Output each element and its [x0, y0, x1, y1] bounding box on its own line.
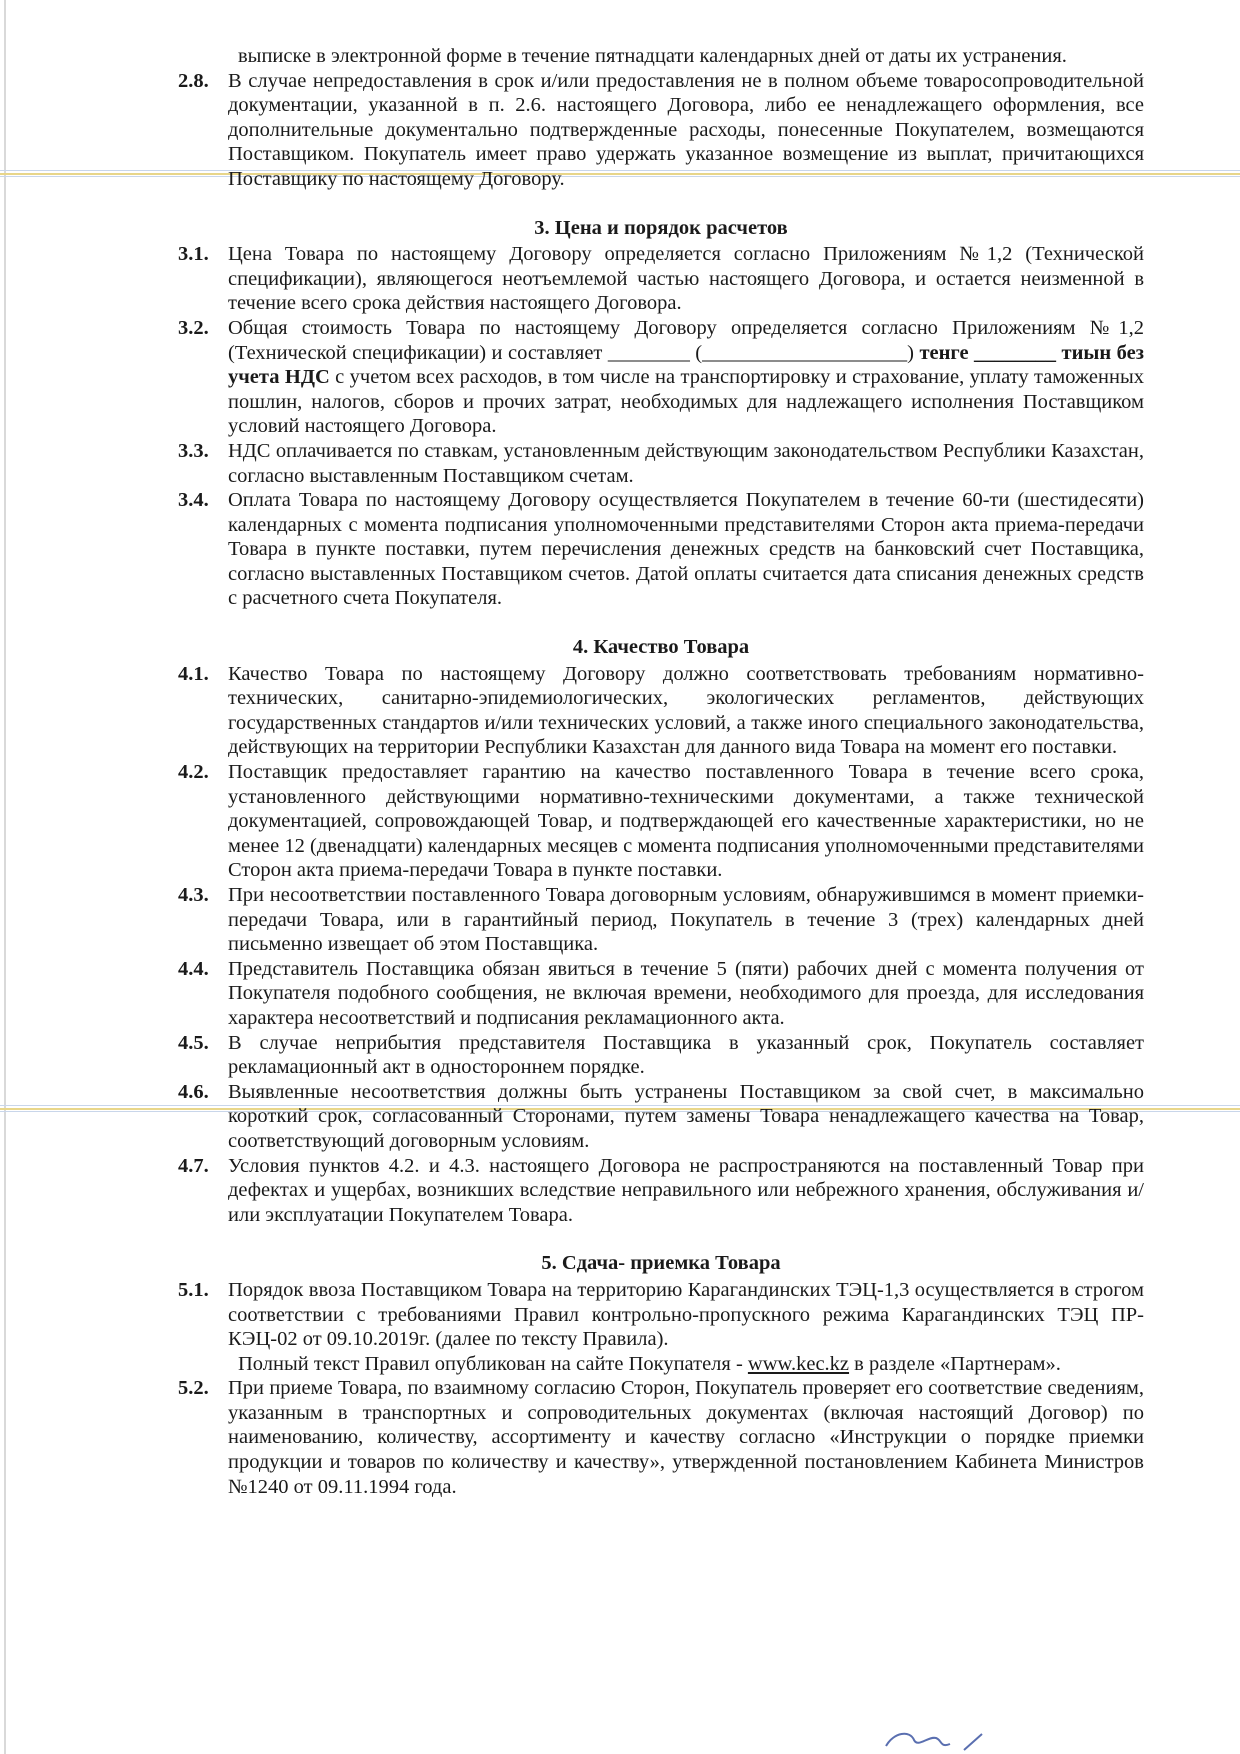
clause-number: 2.8.: [178, 69, 209, 92]
section-4-title: 4. Качество Товара: [572, 636, 750, 659]
clause-number: 4.5.: [178, 1031, 209, 1054]
clause-number: 4.2.: [178, 761, 209, 784]
clause-4-6: [178, 1080, 1144, 1154]
clause-text: При несоответствии поставленного Товара договорным условиям, обнаружившимся в момент приемки-передачи Товара, или в гарантийный период, Покупатель в течение 3 (трех) календарных дней письменно извещает об этом Поставщика.: [228, 884, 1144, 956]
clause-3-3: [178, 439, 1144, 488]
clause-text: При приеме Товара, по взаимному согласию Сторон, Покупатель проверяет его соответствие сведениям, указанным в транспортных и сопроводительных документах (включая настоящий Договор) по наименованию, количеству, ассортименту и качеству согласно «Инструкции о порядке приемки продукции и товаров по количеству и качеству», утвержденной постановлением Кабинета Министров №1240 от 09.11.1994 года.: [228, 1377, 1144, 1498]
page-edge: [4, 0, 6, 1754]
clause-4-2: [178, 760, 1144, 883]
clause-4-4: [178, 957, 1144, 1031]
clause-number: 4.4.: [178, 957, 209, 980]
clause-4-1: [178, 662, 1144, 760]
clause-text: в разделе «Партнерам».: [849, 1352, 1061, 1375]
clause-text: НДС оплачивается по ставкам, установленным действующим законодательством Республики Казахстан, согласно выставленным Поставщиком счетам.: [228, 439, 1144, 487]
clause-text: Порядок ввоза Поставщиком Товара на территорию Карагандинских ТЭЦ-1,3 осуществляется в строгом соответствии с требованиями Правил контрольно-пропускного режима Карагандинских ТЭЦ ПР-КЭЦ-02 от 09.10.2019г. (далее по тексту Правила).: [228, 1278, 1144, 1351]
intro-text: выписке в электронной форме в течение пятнадцати календарных дней от даты их устранения.: [238, 45, 1067, 67]
website-link[interactable]: www.kec.kz: [747, 1352, 850, 1375]
clause-text: Представитель Поставщика обязан явиться в течение 5 (пяти) рабочих дней с момента получения от Покупателя подобного сообщения, не включая времени, необходимого для проезда, для исследования характера несоответствий и подписания рекламационного акта.: [228, 957, 1144, 1029]
clause-5-1-extra: [178, 1352, 1144, 1377]
clause-number: 3.3.: [178, 439, 209, 462]
clause-number: 4.7.: [178, 1154, 209, 1177]
clause-3-2: [178, 316, 1144, 439]
clause-5-1: [178, 1278, 1144, 1352]
clause-3-4: [178, 488, 1144, 611]
clause-number: 3.1.: [178, 243, 209, 266]
clause-text: с учетом всех расходов, в том числе на транспортировку и страхование, уплату таможенных пошлин, налогов, сборов и прочих затрат, необходимых для надлежащего исполнения Поставщиком условий настоящего Договора.: [228, 366, 1144, 438]
clause-text: Поставщик предоставляет гарантию на качество поставленного Товара в течение всего срока, установленного действующими нормативно-техническими документами, а также технической документацией, сопровождающей Товар, и подтверждающей его качественные характеристики, но не менее 12 (двенадцати) календарных месяцев с момента подписания уполномоченными представителями Сторон акта приема-передачи Товара в пункте поставки.: [228, 761, 1144, 882]
clause-text: В случае неприбытия представителя Поставщика в указанный срок, Покупатель составляет рекламационный акт в одностороннем порядке.: [228, 1031, 1144, 1079]
clause-4-7: [178, 1154, 1144, 1228]
clause-text: Оплата Товара по настоящему Договору осуществляется Покупателем в течение 60-ти (шестидесяти) календарных с момента подписания уполномоченными представителями Сторон акта приема-передачи Товара в пункте поставки, путем перечисления денежных средств на банковский счет Поставщика, согласно выставленных Поставщиком счетов. Датой оплаты считается дата списания денежных средств с расчетного счета Покупателя.: [228, 489, 1144, 610]
clause-number: 4.3.: [178, 884, 209, 906]
clause-2-8: [178, 69, 1144, 192]
clause-number: 5.2.: [178, 1377, 209, 1400]
section-5-title: 5. Сдача- приемка Товара: [541, 1252, 781, 1275]
clause-3-1: [178, 242, 1144, 316]
section-3-title: 3. Цена и порядок расчетов: [534, 216, 788, 239]
clause-text-bold: тенге ________ тиын без учета НДС: [228, 341, 1144, 389]
clause-number: 4.6.: [178, 1080, 209, 1103]
clause-text: Полный текст Правил опубликован на сайте Покупателя -: [238, 1352, 748, 1375]
document-body: [178, 44, 1144, 1499]
clause-text: Условия пунктов 4.2. и 4.3. настоящего Договора не распространяются на поставленный Товар при дефектах и ущербах, возникших вследствие неправильного или небрежного хранения, обслуживания и/или эксплуатации Покупателем Товара.: [228, 1154, 1144, 1226]
clause-text: В случае непредоставления в срок и/или предоставления не в полном объеме товаросопроводительной документации, указанной в п. 2.6. настоящего Договора, либо ее ненадлежащего оформления, все дополнительные документально подтвержденные расходы, понесенные Покупателем, возмещаются Поставщиком. Покупатель имеет право удержать указанное возмещение из выплат, причитающихся Поставщику по настоящему Договору.: [228, 69, 1144, 190]
clause-number: 3.2.: [178, 316, 209, 339]
signature-mark: [880, 1724, 990, 1754]
clause-text: Общая стоимость Товара по настоящему Договору определяется согласно Приложениям №1,2 (Технической спецификации) и составляет ________ (____________________): [228, 316, 1144, 364]
clause-number: 4.1.: [178, 662, 209, 685]
clause-5-2: [178, 1376, 1144, 1499]
clause-4-3: [178, 883, 1144, 957]
clause-4-5: [178, 1031, 1144, 1080]
clause-text: Выявленные несоответствия должны быть устранены Поставщиком за свой счет, в максимально короткий срок, согласованный Сторонами, путем замены Товара ненадлежащего качества на Товар, соответствующий договорным условиям.: [228, 1080, 1144, 1152]
clause-number: 3.4.: [178, 489, 209, 512]
clause-text: Качество Товара по настоящему Договору должно соответствовать требованиям нормативно-технических, санитарно-эпидемиологических, экологических регламентов, действующих государственных стандартов и/или технических условий, а также иного специального законодательства, действующих на территории Республики Казахстан для данного вида Товара на момент его поставки.: [228, 662, 1144, 759]
clause-text: Цена Товара по настоящему Договору определяется согласно Приложениям №1,2 (Технической спецификации), являющегося неотъемлемой частью настоящего Договора, и остается неизменной в течение всего срока действия настоящего Договора.: [228, 243, 1144, 315]
clause-number: 5.1.: [178, 1278, 209, 1301]
